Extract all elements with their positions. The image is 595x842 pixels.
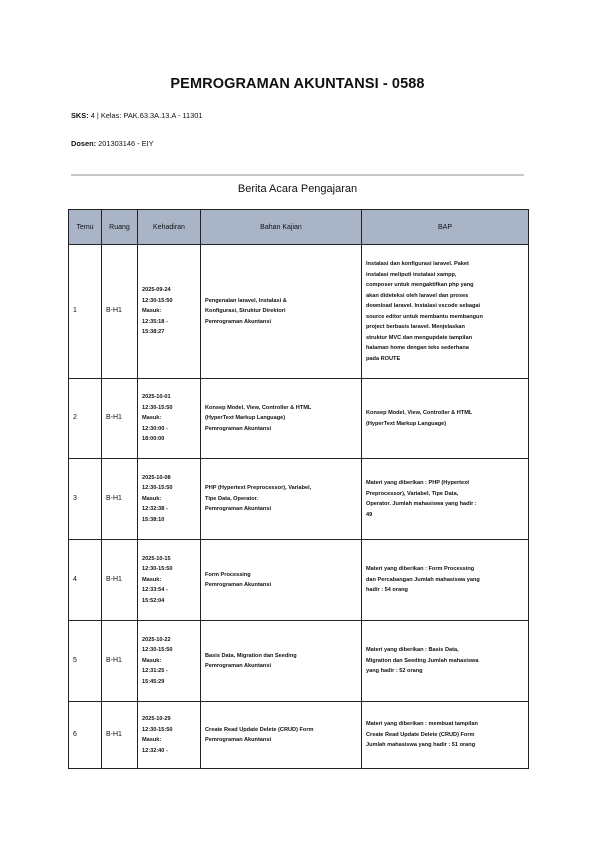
cell-line: 12:30-15:50 — [142, 647, 173, 654]
cell-kehadiran — [138, 540, 201, 621]
cell-line: 15:38:27 — [142, 329, 165, 336]
lecturer-info — [71, 139, 154, 148]
cell-ruang: B-H1 — [102, 540, 138, 621]
divider — [71, 174, 524, 176]
cell-bap — [362, 621, 529, 702]
sks-label: SKS: — [71, 111, 89, 120]
cell-line: Masuk: — [142, 308, 162, 315]
cell-line: Materi yang diberikan : Form Processing — [366, 566, 475, 573]
cell-line: Konsep Model, View, Controller & HTML — [205, 404, 312, 411]
cell-bahan-kajian — [201, 245, 362, 379]
cell-line: Tipe Data, Operator. — [205, 495, 259, 502]
cell-line: Create Read Update Delete (CRUD) Form — [366, 731, 475, 738]
cell-line: 2025-10-22 — [142, 636, 171, 643]
cell-bap — [362, 379, 529, 459]
cell-line: 2025-10-15 — [142, 555, 171, 562]
cell-line: Basis Data, Migration dan Seeding — [205, 652, 297, 659]
cell-line: (HyperText Markup Language) — [366, 420, 447, 427]
cell-kehadiran — [138, 459, 201, 540]
cell-line: 12:30-15:50 — [142, 404, 173, 411]
cell-line: 12:35:18 - — [142, 318, 168, 325]
cell-line: Masuk: — [142, 495, 162, 502]
cell-line: 2025-09-24 — [142, 287, 171, 294]
dosen-value: 201303146 - EIY — [98, 139, 154, 148]
header-kehadiran: Kehadiran — [138, 210, 201, 245]
cell-bahan-kajian — [201, 702, 362, 769]
cell-line: hadir : 54 orang — [366, 587, 408, 594]
cell-line: 2025-10-01 — [142, 394, 171, 401]
cell-line: Konfigurasi, Struktur Direktori — [205, 308, 286, 315]
cell-temu: 2 — [69, 379, 102, 459]
cell-line: Pemrograman Akuntansi — [205, 663, 272, 669]
cell-kehadiran — [138, 379, 201, 459]
cell-line: 15:38:10 — [142, 516, 165, 523]
cell-line: Pengenalan laravel, Instalasi & — [205, 297, 287, 304]
cell-bahan-kajian — [201, 621, 362, 702]
table-row — [69, 459, 529, 540]
cell-line: 12:30:00 - — [142, 425, 168, 432]
cell-line: 2025-10-08 — [142, 474, 171, 481]
cell-line: instalasi meliputi instalasi xampp, — [366, 271, 457, 278]
cell-bahan-kajian — [201, 379, 362, 459]
cell-line: 12:30-15:50 — [142, 485, 173, 492]
header-temu: Temu — [69, 210, 102, 245]
cell-kehadiran — [138, 245, 201, 379]
table-row — [69, 379, 529, 459]
cell-line: halaman home dengan teks sederhana — [366, 345, 469, 351]
cell-line: yang hadir : 52 orang — [366, 668, 423, 675]
cell-line: Pemrograman Akuntansi — [205, 425, 272, 432]
cell-line: Konsep Model, View, Controller & HTML — [366, 410, 473, 416]
cell-line: 2025-10-29 — [142, 716, 171, 722]
cell-line: Pemrograman Akuntansi — [205, 318, 272, 325]
table-row — [69, 245, 529, 379]
cell-kehadiran — [138, 702, 201, 769]
cell-bahan-kajian — [201, 459, 362, 540]
cell-line: 49 — [366, 511, 373, 518]
cell-line: Form Processing — [205, 571, 251, 578]
cell-ruang: B-H1 — [102, 621, 138, 702]
cell-ruang: B-H1 — [102, 459, 138, 540]
cell-line: Masuk: — [142, 576, 162, 583]
cell-line: download laravel. Instalasi vscode sebagai — [366, 303, 481, 309]
cell-temu: 6 — [69, 702, 102, 769]
cell-line: source editor untuk membantu membangun — [366, 313, 483, 320]
cell-line: Jumlah mahasiswa yang hadir : 51 orang — [366, 742, 476, 749]
cell-line: pada ROUTE — [366, 355, 401, 362]
cell-line: Pemrograman Akuntansi — [205, 506, 272, 513]
sks-class-value: 4 | Kelas: PAK.63.3A.13.A - 11301 — [90, 111, 203, 120]
cell-ruang: B-H1 — [102, 379, 138, 459]
cell-line: 15:52:04 — [142, 597, 165, 604]
cell-line: composer untuk mengaktifkan php yang — [366, 282, 474, 288]
cell-temu: 1 — [69, 245, 102, 379]
cell-bap — [362, 459, 529, 540]
cell-line: (HyperText Markup Language) — [205, 415, 286, 422]
cell-line: Operator. Jumlah mahasiswa yang hadir : — [366, 501, 477, 507]
teaching-record-table — [68, 209, 529, 769]
page-title: PEMROGRAMAN AKUNTANSI - 0588 — [170, 76, 425, 92]
table-row — [69, 702, 529, 769]
header-ruang: Ruang — [102, 210, 138, 245]
cell-kehadiran — [138, 621, 201, 702]
header-bap: BAP — [362, 210, 529, 245]
cell-line: Preprocessor), Variabel, Tipe Data, — [366, 490, 459, 497]
cell-line: 12:32:40 - — [142, 747, 168, 754]
cell-line: Masuk: — [142, 737, 162, 743]
cell-line: 12:33:54 - — [142, 587, 168, 594]
cell-line: PHP (Hypertext Preprocessor), Variabel, — [205, 485, 312, 492]
cell-line: Pemrograman Akuntansi — [205, 582, 272, 588]
cell-line: Migration dan Seeding Jumlah mahasiswa — [366, 657, 479, 664]
cell-line: 12:30-15:50 — [142, 566, 173, 573]
section-title: Berita Acara Pengajaran — [237, 183, 358, 195]
cell-line: Instalasi dan konfigurasi laravel. Paket — [366, 261, 469, 267]
cell-line: Materi yang diberikan : membuat tampilan — [366, 721, 478, 728]
cell-line: dan Percabangan Jumlah mahasiswa yang — [366, 576, 480, 583]
cell-line: 15:45:29 — [142, 678, 165, 685]
cell-line: 12:30-15:50 — [142, 726, 173, 733]
cell-bap — [362, 245, 529, 379]
cell-temu: 5 — [69, 621, 102, 702]
cell-ruang: B-H1 — [102, 245, 138, 379]
cell-line: akan dideteksi oleh laravel dan proses — [366, 292, 469, 299]
cell-line: Masuk: — [142, 415, 162, 422]
cell-line: Masuk: — [142, 657, 162, 664]
cell-line: 18:00:00 — [142, 436, 165, 443]
cell-line: project berbasis laravel. Menjelaskan — [366, 324, 465, 330]
dosen-label: Dosen: — [71, 139, 97, 148]
table-row — [69, 540, 529, 621]
cell-line: Pemrograman Akuntansi — [205, 737, 272, 743]
cell-line: 12:30-15:50 — [142, 297, 173, 304]
cell-line: Materi yang diberikan : Basis Data, — [366, 647, 459, 654]
cell-line: struktur MVC dan mengupdate tampilan — [366, 334, 472, 341]
cell-line: Create Read Update Delete (CRUD) Form — [205, 726, 314, 733]
header-bahan-kajian: Bahan Kajian — [201, 210, 362, 245]
cell-ruang: B-H1 — [102, 702, 138, 769]
cell-bap — [362, 702, 529, 769]
cell-line: 12:32:38 - — [142, 506, 168, 513]
table-row — [69, 621, 529, 702]
table-header-row — [69, 210, 529, 245]
cell-line: Materi yang diberikan : PHP (Hypertext — [366, 480, 470, 486]
course-info — [71, 111, 203, 120]
cell-temu: 4 — [69, 540, 102, 621]
cell-temu: 3 — [69, 459, 102, 540]
cell-bahan-kajian — [201, 540, 362, 621]
cell-line: 12:31:25 - — [142, 668, 168, 675]
cell-bap — [362, 540, 529, 621]
